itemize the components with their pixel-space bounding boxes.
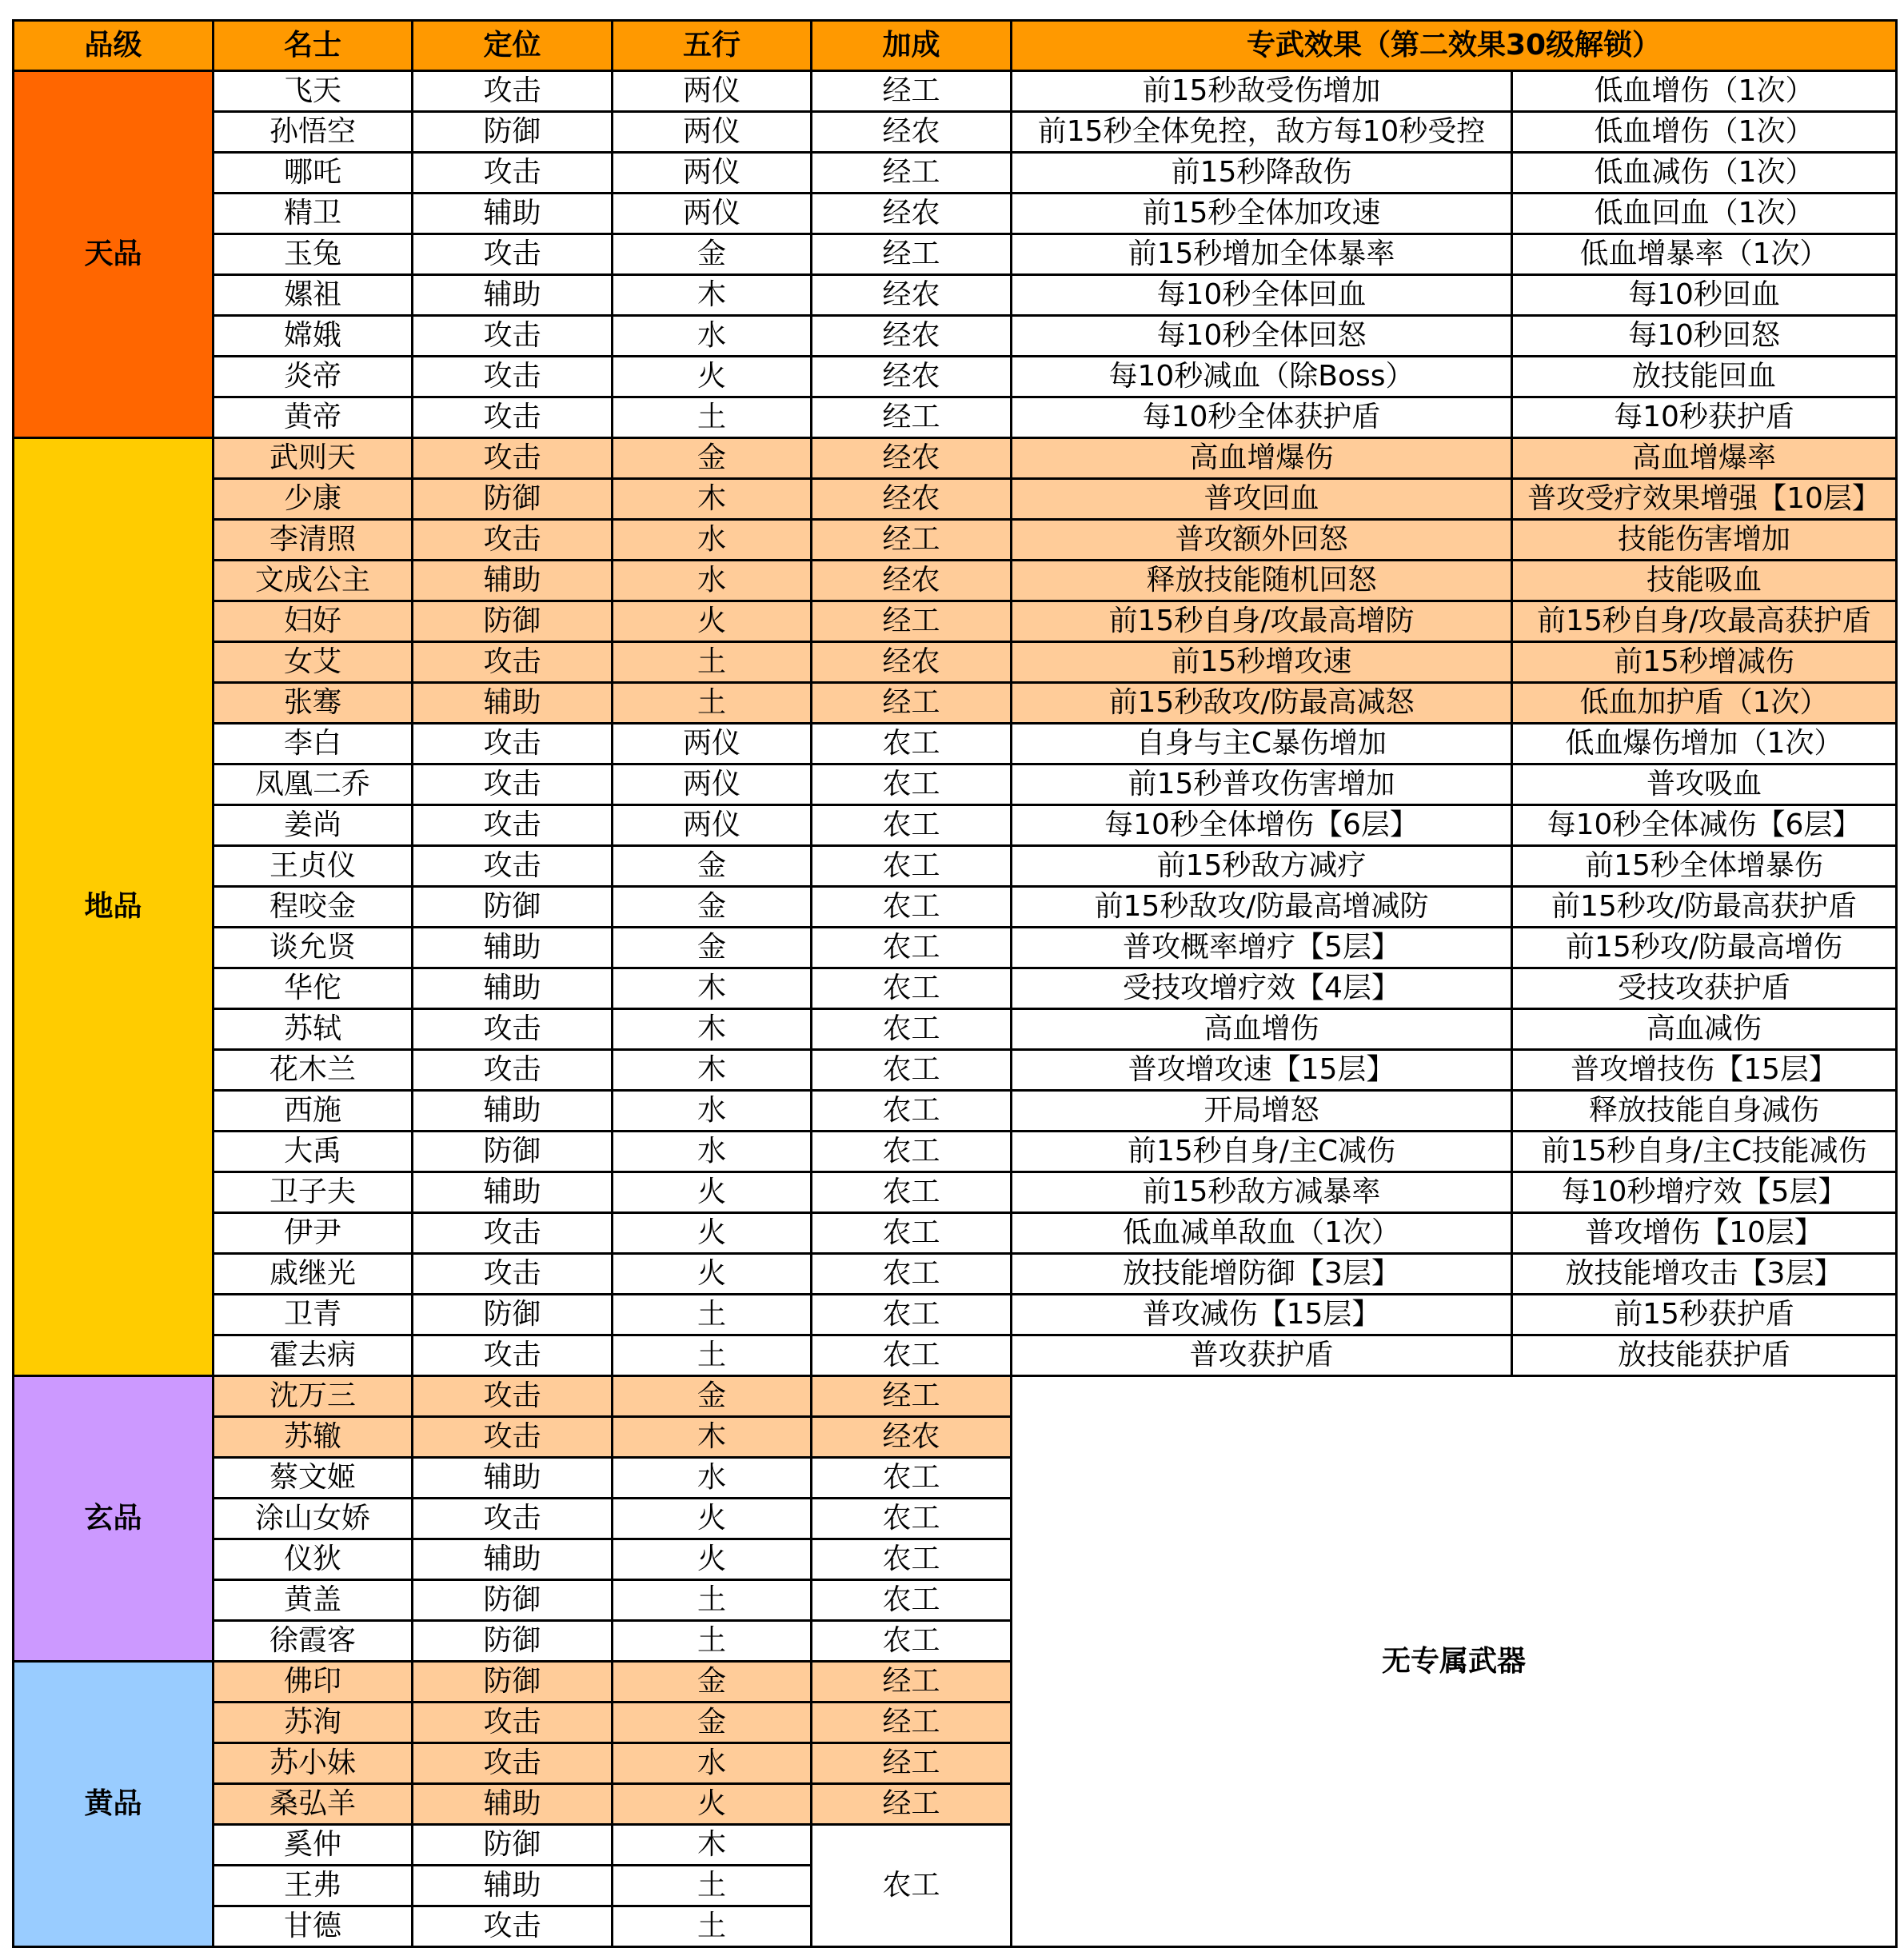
table-row [14, 153, 1897, 194]
table-row [14, 1254, 1897, 1295]
cell-effect-1: 每10秒全体获护盾 [1012, 397, 1512, 438]
cell-element: 金 [613, 846, 812, 887]
cell-effect-2: 低血加护盾（1次） [1512, 683, 1897, 724]
cell-role: 攻击 [413, 1499, 613, 1539]
cell-role: 辅助 [413, 1172, 613, 1213]
cell-role: 攻击 [413, 1213, 613, 1254]
cell-role: 攻击 [413, 1703, 613, 1743]
table-row [14, 1050, 1897, 1091]
cell-role: 辅助 [413, 1539, 613, 1580]
cell-element: 木 [613, 1050, 812, 1091]
cell-effect-2: 前15秒自身/主C技能减伤 [1512, 1132, 1897, 1172]
cell-role: 攻击 [413, 397, 613, 438]
cell-effect-1: 普攻增攻速【15层】 [1012, 1050, 1512, 1091]
tier-label-di: 地品 [14, 438, 214, 1376]
cell-name: 花木兰 [214, 1050, 413, 1091]
cell-element: 水 [613, 1091, 812, 1132]
cell-effect-2: 每10秒获护盾 [1512, 397, 1897, 438]
cell-effect-2: 每10秒全体减伤【6层】 [1512, 805, 1897, 846]
cell-role: 防御 [413, 1132, 613, 1172]
cell-element: 水 [613, 1743, 812, 1784]
cell-role: 辅助 [413, 194, 613, 234]
cell-name: 玉兔 [214, 234, 413, 275]
cell-element: 火 [613, 1172, 812, 1213]
cell-bonus-merged: 农工 [812, 1825, 1012, 1947]
cell-effect-1: 每10秒全体回怒 [1012, 316, 1512, 357]
cell-effect-1: 每10秒减血（除Boss） [1012, 357, 1512, 397]
cell-name: 奚仲 [214, 1825, 413, 1866]
cell-effect-1: 前15秒增攻速 [1012, 642, 1512, 683]
table-row [14, 887, 1897, 928]
cell-element: 水 [613, 1132, 812, 1172]
cell-effect-1: 每10秒全体回血 [1012, 275, 1512, 316]
cell-name: 苏洵 [214, 1703, 413, 1743]
cell-bonus: 经农 [812, 642, 1012, 683]
cell-name: 嫦娥 [214, 316, 413, 357]
cell-effect-1: 普攻获护盾 [1012, 1335, 1512, 1376]
cell-role: 攻击 [413, 438, 613, 479]
cell-element: 火 [613, 1499, 812, 1539]
cell-role: 防御 [413, 1662, 613, 1703]
cell-effect-2: 前15秒获护盾 [1512, 1295, 1897, 1335]
cell-element: 火 [613, 1539, 812, 1580]
cell-element: 火 [613, 1213, 812, 1254]
cell-role: 攻击 [413, 316, 613, 357]
cell-name: 卫青 [214, 1295, 413, 1335]
cell-role: 攻击 [413, 1335, 613, 1376]
cell-bonus: 经工 [812, 1743, 1012, 1784]
cell-bonus: 农工 [812, 1172, 1012, 1213]
cell-name: 霍去病 [214, 1335, 413, 1376]
cell-element: 土 [613, 1580, 812, 1621]
cell-element: 土 [613, 1335, 812, 1376]
table-row [14, 71, 1897, 112]
header-name: 名士 [214, 21, 413, 71]
tier-label-huang: 黄品 [14, 1662, 214, 1947]
cell-bonus: 农工 [812, 1539, 1012, 1580]
cell-role: 防御 [413, 887, 613, 928]
cell-effect-1: 高血增伤 [1012, 1009, 1512, 1050]
cell-effect-1: 受技攻增疗效【4层】 [1012, 968, 1512, 1009]
cell-bonus: 经农 [812, 438, 1012, 479]
cell-bonus: 农工 [812, 764, 1012, 805]
cell-name: 苏小妹 [214, 1743, 413, 1784]
header-element: 五行 [613, 21, 812, 71]
cell-effect-2: 前15秒增减伤 [1512, 642, 1897, 683]
cell-role: 攻击 [413, 234, 613, 275]
cell-role: 攻击 [413, 764, 613, 805]
cell-name: 武则天 [214, 438, 413, 479]
cell-name: 蔡文姬 [214, 1458, 413, 1499]
cell-name: 李清照 [214, 520, 413, 561]
cell-element: 火 [613, 357, 812, 397]
cell-effect-1: 普攻减伤【15层】 [1012, 1295, 1512, 1335]
cell-name: 华佗 [214, 968, 413, 1009]
cell-role: 攻击 [413, 1376, 613, 1417]
cell-effect-2: 低血增伤（1次） [1512, 112, 1897, 153]
cell-effect-1: 放技能增防御【3层】 [1012, 1254, 1512, 1295]
cell-name: 甘德 [214, 1906, 413, 1947]
cell-element: 木 [613, 1825, 812, 1866]
cell-effect-1: 前15秒降敌伤 [1012, 153, 1512, 194]
cell-role: 防御 [413, 1825, 613, 1866]
cell-role: 攻击 [413, 357, 613, 397]
cell-bonus: 经工 [812, 1662, 1012, 1703]
cell-name: 王贞仪 [214, 846, 413, 887]
cell-effect-1: 前15秒自身/攻最高增防 [1012, 601, 1512, 642]
cell-role: 攻击 [413, 846, 613, 887]
cell-name: 炎帝 [214, 357, 413, 397]
cell-element: 木 [613, 1009, 812, 1050]
cell-name: 姜尚 [214, 805, 413, 846]
cell-bonus: 农工 [812, 1009, 1012, 1050]
cell-role: 辅助 [413, 1458, 613, 1499]
cell-role: 辅助 [413, 683, 613, 724]
cell-bonus: 农工 [812, 846, 1012, 887]
cell-effect-2: 技能吸血 [1512, 561, 1897, 601]
cell-effect-1: 前15秒敌方减疗 [1012, 846, 1512, 887]
table-row [14, 1295, 1897, 1335]
cell-role: 防御 [413, 479, 613, 520]
cell-effect-1: 释放技能随机回怒 [1012, 561, 1512, 601]
cell-bonus: 经工 [812, 520, 1012, 561]
cell-role: 辅助 [413, 1091, 613, 1132]
cell-bonus: 农工 [812, 887, 1012, 928]
cell-bonus: 经农 [812, 561, 1012, 601]
cell-element: 金 [613, 234, 812, 275]
cell-name: 苏轼 [214, 1009, 413, 1050]
cell-name: 李白 [214, 724, 413, 764]
cell-effect-2: 每10秒回血 [1512, 275, 1897, 316]
cell-element: 两仪 [613, 112, 812, 153]
cell-effect-1: 每10秒全体增伤【6层】 [1012, 805, 1512, 846]
cell-bonus: 农工 [812, 805, 1012, 846]
header-bonus: 加成 [812, 21, 1012, 71]
cell-element: 水 [613, 1458, 812, 1499]
cell-role: 防御 [413, 1621, 613, 1662]
cell-role: 防御 [413, 1295, 613, 1335]
no-exclusive-weapon-cell: 无专属武器 [1012, 1376, 1897, 1947]
hero-weapon-table [12, 19, 1898, 1948]
header-tier: 品级 [14, 21, 214, 71]
cell-role: 攻击 [413, 805, 613, 846]
cell-bonus: 农工 [812, 1213, 1012, 1254]
cell-effect-1: 前15秒增加全体暴率 [1012, 234, 1512, 275]
cell-name: 苏辙 [214, 1417, 413, 1458]
cell-bonus: 农工 [812, 724, 1012, 764]
cell-effect-2: 技能伤害增加 [1512, 520, 1897, 561]
cell-name: 文成公主 [214, 561, 413, 601]
cell-bonus: 经农 [812, 357, 1012, 397]
cell-effect-1: 前15秒普攻伤害增加 [1012, 764, 1512, 805]
cell-name: 卫子夫 [214, 1172, 413, 1213]
cell-bonus: 农工 [812, 1254, 1012, 1295]
table-row [14, 928, 1897, 968]
table-row [14, 1172, 1897, 1213]
header-row [14, 21, 1897, 71]
cell-bonus: 经工 [812, 1376, 1012, 1417]
cell-name: 哪吒 [214, 153, 413, 194]
cell-effect-2: 低血回血（1次） [1512, 194, 1897, 234]
cell-element: 土 [613, 1621, 812, 1662]
cell-element: 金 [613, 438, 812, 479]
cell-element: 土 [613, 1295, 812, 1335]
cell-effect-1: 前15秒敌攻/防最高减怒 [1012, 683, 1512, 724]
cell-name: 桑弘羊 [214, 1784, 413, 1825]
table-row [14, 479, 1897, 520]
cell-name: 徐霞客 [214, 1621, 413, 1662]
cell-element: 水 [613, 520, 812, 561]
cell-element: 土 [613, 642, 812, 683]
table-row [14, 275, 1897, 316]
cell-bonus: 农工 [812, 1458, 1012, 1499]
cell-name: 佛印 [214, 1662, 413, 1703]
cell-element: 金 [613, 1703, 812, 1743]
cell-effect-2: 普攻吸血 [1512, 764, 1897, 805]
cell-role: 辅助 [413, 561, 613, 601]
cell-bonus: 农工 [812, 1050, 1012, 1091]
cell-name: 嫘祖 [214, 275, 413, 316]
cell-element: 金 [613, 887, 812, 928]
cell-role: 辅助 [413, 275, 613, 316]
table-row [14, 968, 1897, 1009]
cell-name: 大禹 [214, 1132, 413, 1172]
cell-element: 金 [613, 1376, 812, 1417]
cell-name: 伊尹 [214, 1213, 413, 1254]
cell-name: 凤凰二乔 [214, 764, 413, 805]
cell-role: 防御 [413, 1580, 613, 1621]
table-row [14, 397, 1897, 438]
cell-effect-2: 每10秒增疗效【5层】 [1512, 1172, 1897, 1213]
cell-bonus: 农工 [812, 1335, 1012, 1376]
cell-bonus: 经农 [812, 316, 1012, 357]
cell-bonus: 经工 [812, 153, 1012, 194]
cell-effect-2: 前15秒全体增暴伤 [1512, 846, 1897, 887]
cell-effect-2: 高血减伤 [1512, 1009, 1897, 1050]
cell-element: 火 [613, 1784, 812, 1825]
cell-effect-2: 高血增爆率 [1512, 438, 1897, 479]
cell-role: 攻击 [413, 1906, 613, 1947]
cell-bonus: 经农 [812, 1417, 1012, 1458]
table-row [14, 561, 1897, 601]
cell-name: 谈允贤 [214, 928, 413, 968]
cell-name: 沈万三 [214, 1376, 413, 1417]
cell-element: 两仪 [613, 153, 812, 194]
cell-effect-2: 低血爆伤增加（1次） [1512, 724, 1897, 764]
cell-effect-2: 释放技能自身减伤 [1512, 1091, 1897, 1132]
cell-effect-2: 普攻增伤【10层】 [1512, 1213, 1897, 1254]
table-body [14, 71, 1897, 1947]
cell-bonus: 经农 [812, 112, 1012, 153]
cell-role: 辅助 [413, 1866, 613, 1906]
cell-role: 辅助 [413, 968, 613, 1009]
cell-element: 水 [613, 561, 812, 601]
table-row [14, 234, 1897, 275]
cell-effect-2: 低血增暴率（1次） [1512, 234, 1897, 275]
cell-effect-1: 前15秒敌方减暴率 [1012, 1172, 1512, 1213]
cell-bonus: 经工 [812, 397, 1012, 438]
table-row [14, 1132, 1897, 1172]
cell-effect-2: 低血增伤（1次） [1512, 71, 1897, 112]
cell-effect-1: 高血增爆伤 [1012, 438, 1512, 479]
cell-name: 少康 [214, 479, 413, 520]
table-row [14, 601, 1897, 642]
cell-element: 木 [613, 1417, 812, 1458]
table-row [14, 520, 1897, 561]
tier-label-tian: 天品 [14, 71, 214, 438]
cell-effect-2: 前15秒攻/防最高获护盾 [1512, 887, 1897, 928]
cell-element: 两仪 [613, 764, 812, 805]
cell-effect-1: 前15秒全体免控，敌方每10秒受控 [1012, 112, 1512, 153]
cell-bonus: 农工 [812, 928, 1012, 968]
cell-element: 土 [613, 397, 812, 438]
cell-effect-1: 开局增怒 [1012, 1091, 1512, 1132]
cell-effect-2: 每10秒回怒 [1512, 316, 1897, 357]
cell-role: 防御 [413, 601, 613, 642]
table-row [14, 438, 1897, 479]
cell-name: 精卫 [214, 194, 413, 234]
cell-effect-2: 前15秒攻/防最高增伤 [1512, 928, 1897, 968]
cell-name: 孙悟空 [214, 112, 413, 153]
cell-element: 木 [613, 275, 812, 316]
cell-element: 两仪 [613, 194, 812, 234]
header-role: 定位 [413, 21, 613, 71]
cell-role: 攻击 [413, 71, 613, 112]
cell-effect-1: 自身与主C暴伤增加 [1012, 724, 1512, 764]
cell-effect-1: 普攻额外回怒 [1012, 520, 1512, 561]
cell-name: 仪狄 [214, 1539, 413, 1580]
header-effect: 专武效果（第二效果30级解锁） [1012, 21, 1897, 71]
cell-role: 辅助 [413, 1784, 613, 1825]
cell-element: 两仪 [613, 805, 812, 846]
cell-effect-2: 前15秒自身/攻最高获护盾 [1512, 601, 1897, 642]
table-row [14, 357, 1897, 397]
cell-name: 黄盖 [214, 1580, 413, 1621]
table-row [14, 316, 1897, 357]
cell-element: 木 [613, 968, 812, 1009]
cell-bonus: 经工 [812, 1703, 1012, 1743]
cell-bonus: 经农 [812, 194, 1012, 234]
cell-effect-2: 受技攻获护盾 [1512, 968, 1897, 1009]
cell-effect-2: 放技能增攻击【3层】 [1512, 1254, 1897, 1295]
cell-role: 辅助 [413, 928, 613, 968]
cell-element: 金 [613, 928, 812, 968]
cell-name: 张骞 [214, 683, 413, 724]
cell-effect-1: 低血减单敌血（1次） [1012, 1213, 1512, 1254]
cell-role: 攻击 [413, 1254, 613, 1295]
cell-element: 两仪 [613, 724, 812, 764]
cell-element: 土 [613, 683, 812, 724]
cell-effect-1: 前15秒全体加攻速 [1012, 194, 1512, 234]
table-row [14, 1376, 1897, 1417]
cell-bonus: 经工 [812, 1784, 1012, 1825]
cell-name: 女艾 [214, 642, 413, 683]
tier-label-xuan: 玄品 [14, 1376, 214, 1662]
table-row [14, 1009, 1897, 1050]
table-row [14, 1091, 1897, 1132]
cell-role: 攻击 [413, 520, 613, 561]
cell-role: 防御 [413, 112, 613, 153]
cell-bonus: 农工 [812, 1091, 1012, 1132]
cell-role: 攻击 [413, 1009, 613, 1050]
cell-effect-1: 前15秒敌攻/防最高增减防 [1012, 887, 1512, 928]
cell-effect-2: 放技能获护盾 [1512, 1335, 1897, 1376]
table-row [14, 764, 1897, 805]
cell-effect-2: 放技能回血 [1512, 357, 1897, 397]
table-row [14, 683, 1897, 724]
cell-name: 王弗 [214, 1866, 413, 1906]
table-row [14, 642, 1897, 683]
cell-element: 木 [613, 479, 812, 520]
cell-element: 水 [613, 316, 812, 357]
cell-role: 攻击 [413, 642, 613, 683]
cell-role: 攻击 [413, 153, 613, 194]
cell-effect-2: 低血减伤（1次） [1512, 153, 1897, 194]
cell-name: 西施 [214, 1091, 413, 1132]
table-row [14, 805, 1897, 846]
cell-bonus: 农工 [812, 968, 1012, 1009]
cell-element: 火 [613, 1254, 812, 1295]
cell-name: 涂山女娇 [214, 1499, 413, 1539]
cell-element: 火 [613, 601, 812, 642]
cell-bonus: 农工 [812, 1621, 1012, 1662]
table-row [14, 1213, 1897, 1254]
cell-name: 戚继光 [214, 1254, 413, 1295]
table-row [14, 1335, 1897, 1376]
cell-element: 土 [613, 1906, 812, 1947]
cell-bonus: 经农 [812, 275, 1012, 316]
cell-bonus: 农工 [812, 1580, 1012, 1621]
cell-name: 程咬金 [214, 887, 413, 928]
cell-bonus: 经工 [812, 683, 1012, 724]
cell-effect-2: 普攻受疗效果增强【10层】 [1512, 479, 1897, 520]
cell-bonus: 农工 [812, 1499, 1012, 1539]
cell-role: 攻击 [413, 1417, 613, 1458]
cell-bonus: 经农 [812, 479, 1012, 520]
table-row [14, 724, 1897, 764]
cell-effect-2: 普攻增技伤【15层】 [1512, 1050, 1897, 1091]
cell-name: 黄帝 [214, 397, 413, 438]
cell-effect-1: 普攻回血 [1012, 479, 1512, 520]
cell-bonus: 经工 [812, 234, 1012, 275]
cell-effect-1: 前15秒自身/主C减伤 [1012, 1132, 1512, 1172]
table-row [14, 194, 1897, 234]
cell-element: 金 [613, 1662, 812, 1703]
cell-bonus: 农工 [812, 1132, 1012, 1172]
cell-role: 攻击 [413, 724, 613, 764]
cell-role: 攻击 [413, 1743, 613, 1784]
table-row [14, 112, 1897, 153]
cell-name: 妇好 [214, 601, 413, 642]
cell-effect-1: 前15秒敌受伤增加 [1012, 71, 1512, 112]
table-row [14, 846, 1897, 887]
cell-name: 飞天 [214, 71, 413, 112]
cell-effect-1: 普攻概率增疗【5层】 [1012, 928, 1512, 968]
cell-bonus: 经工 [812, 71, 1012, 112]
cell-element: 土 [613, 1866, 812, 1906]
cell-bonus: 经工 [812, 601, 1012, 642]
cell-role: 攻击 [413, 1050, 613, 1091]
cell-bonus: 农工 [812, 1295, 1012, 1335]
cell-element: 两仪 [613, 71, 812, 112]
